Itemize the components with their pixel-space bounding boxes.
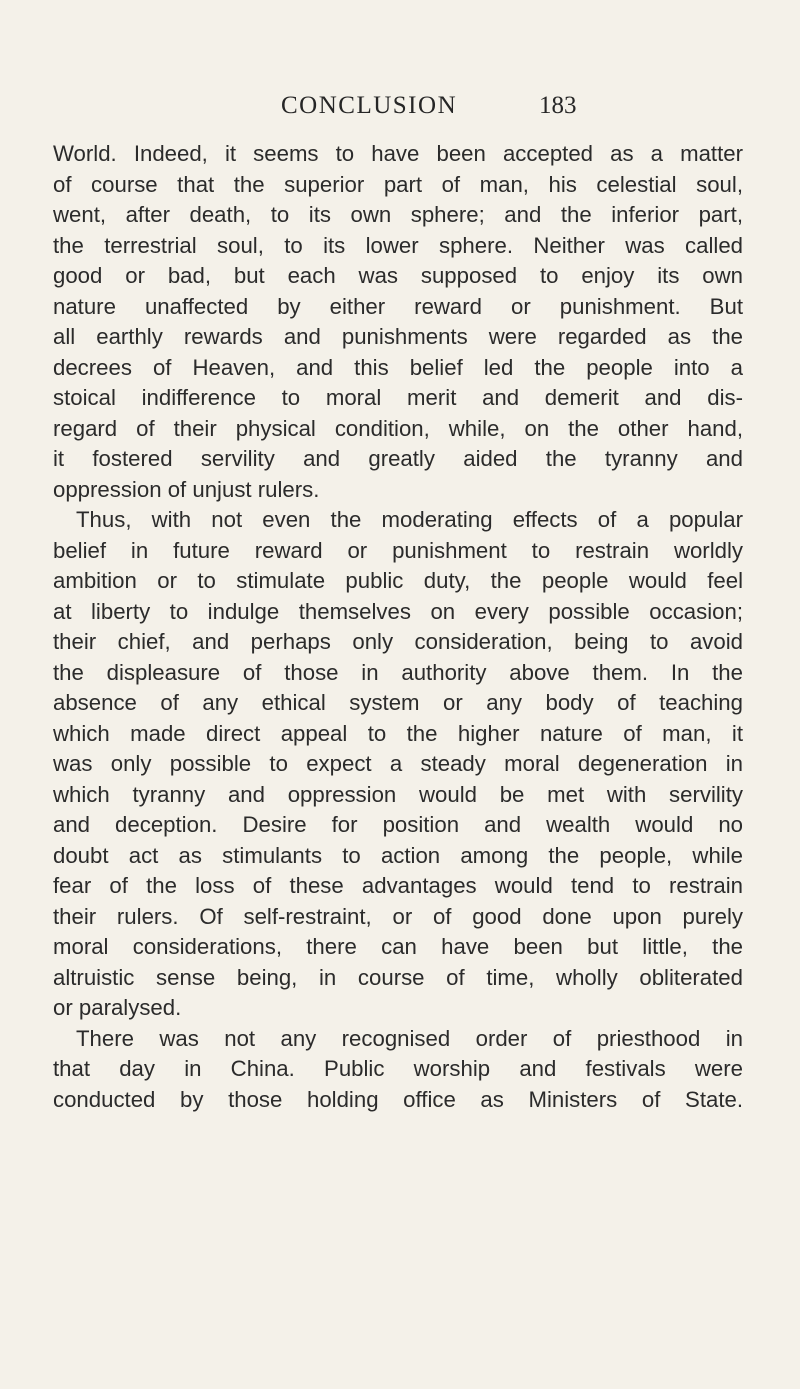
- text-line: oppression of unjust rulers.: [53, 476, 320, 502]
- text-line: was only possible to expect a steady moral degeneration in: [53, 751, 743, 776]
- page-header: [0, 88, 800, 124]
- text-line: of course that the superior part of man, his celestial soul,: [53, 171, 743, 197]
- text-line: stoical indifference to moral merit and demerit and dis-: [53, 385, 743, 410]
- text-line: which made direct appeal to the higher nature of man, it: [53, 720, 743, 746]
- paragraph-2: [53, 505, 743, 1024]
- text-line: doubt act as stimulants to action among the people, while: [53, 842, 743, 868]
- text-line: conducted by those holding office as Ministers of State.: [53, 1086, 743, 1112]
- text-line: their chief, and perhaps only consideration, being to avoid: [53, 629, 743, 654]
- text-line: which tyranny and oppression would be met with servility: [53, 781, 743, 807]
- text-line: the displeasure of those in authority above them. In the: [53, 659, 743, 685]
- text-line: it fostered servility and greatly aided the tyranny and: [53, 446, 743, 471]
- text-line: There was not any recognised order of priesthood in: [76, 1025, 743, 1051]
- text-line: regard of their physical condition, while, on the other hand,: [53, 415, 743, 441]
- text-line: decrees of Heaven, and this belief led the people into a: [53, 354, 743, 380]
- text-line: ambition or to stimulate public duty, the people would feel: [53, 568, 743, 593]
- paragraph-1: [53, 139, 743, 505]
- text-line: went, after death, to its own sphere; and the inferior part,: [53, 202, 743, 227]
- page-number: 183: [539, 92, 577, 119]
- text-line: fear of the loss of these advantages would tend to restrain: [53, 873, 743, 898]
- text-line: absence of any ethical system or any body of teaching: [53, 690, 743, 715]
- text-line: nature unaffected by either reward or punishment. But: [53, 293, 743, 319]
- text-line: that day in China. Public worship and festivals were: [53, 1056, 743, 1081]
- text-line: all earthly rewards and punishments were regarded as the: [53, 324, 743, 349]
- body-text: [53, 139, 743, 1115]
- text-line: Thus, with not even the moderating effects of a popular: [76, 507, 743, 532]
- text-line: World. Indeed, it seems to have been accepted as a matter: [53, 141, 743, 166]
- text-line: moral considerations, there can have been but little, the: [53, 934, 743, 959]
- text-line: their rulers. Of self-restraint, or of good done upon purely: [53, 903, 743, 929]
- text-line: the terrestrial soul, to its lower sphere. Neither was called: [53, 232, 743, 258]
- paragraph-3: [53, 1024, 743, 1116]
- text-line: at liberty to indulge themselves on every possible occasion;: [53, 598, 743, 624]
- text-line: and deception. Desire for position and wealth would no: [53, 812, 743, 837]
- text-line: altruistic sense being, in course of time, wholly obliterated: [53, 964, 743, 990]
- text-line: good or bad, but each was supposed to enjoy its own: [53, 263, 743, 288]
- running-head: CONCLUSION: [281, 92, 458, 119]
- text-line: or paralysed.: [53, 995, 182, 1020]
- text-line: belief in future reward or punishment to restrain worldly: [53, 537, 743, 563]
